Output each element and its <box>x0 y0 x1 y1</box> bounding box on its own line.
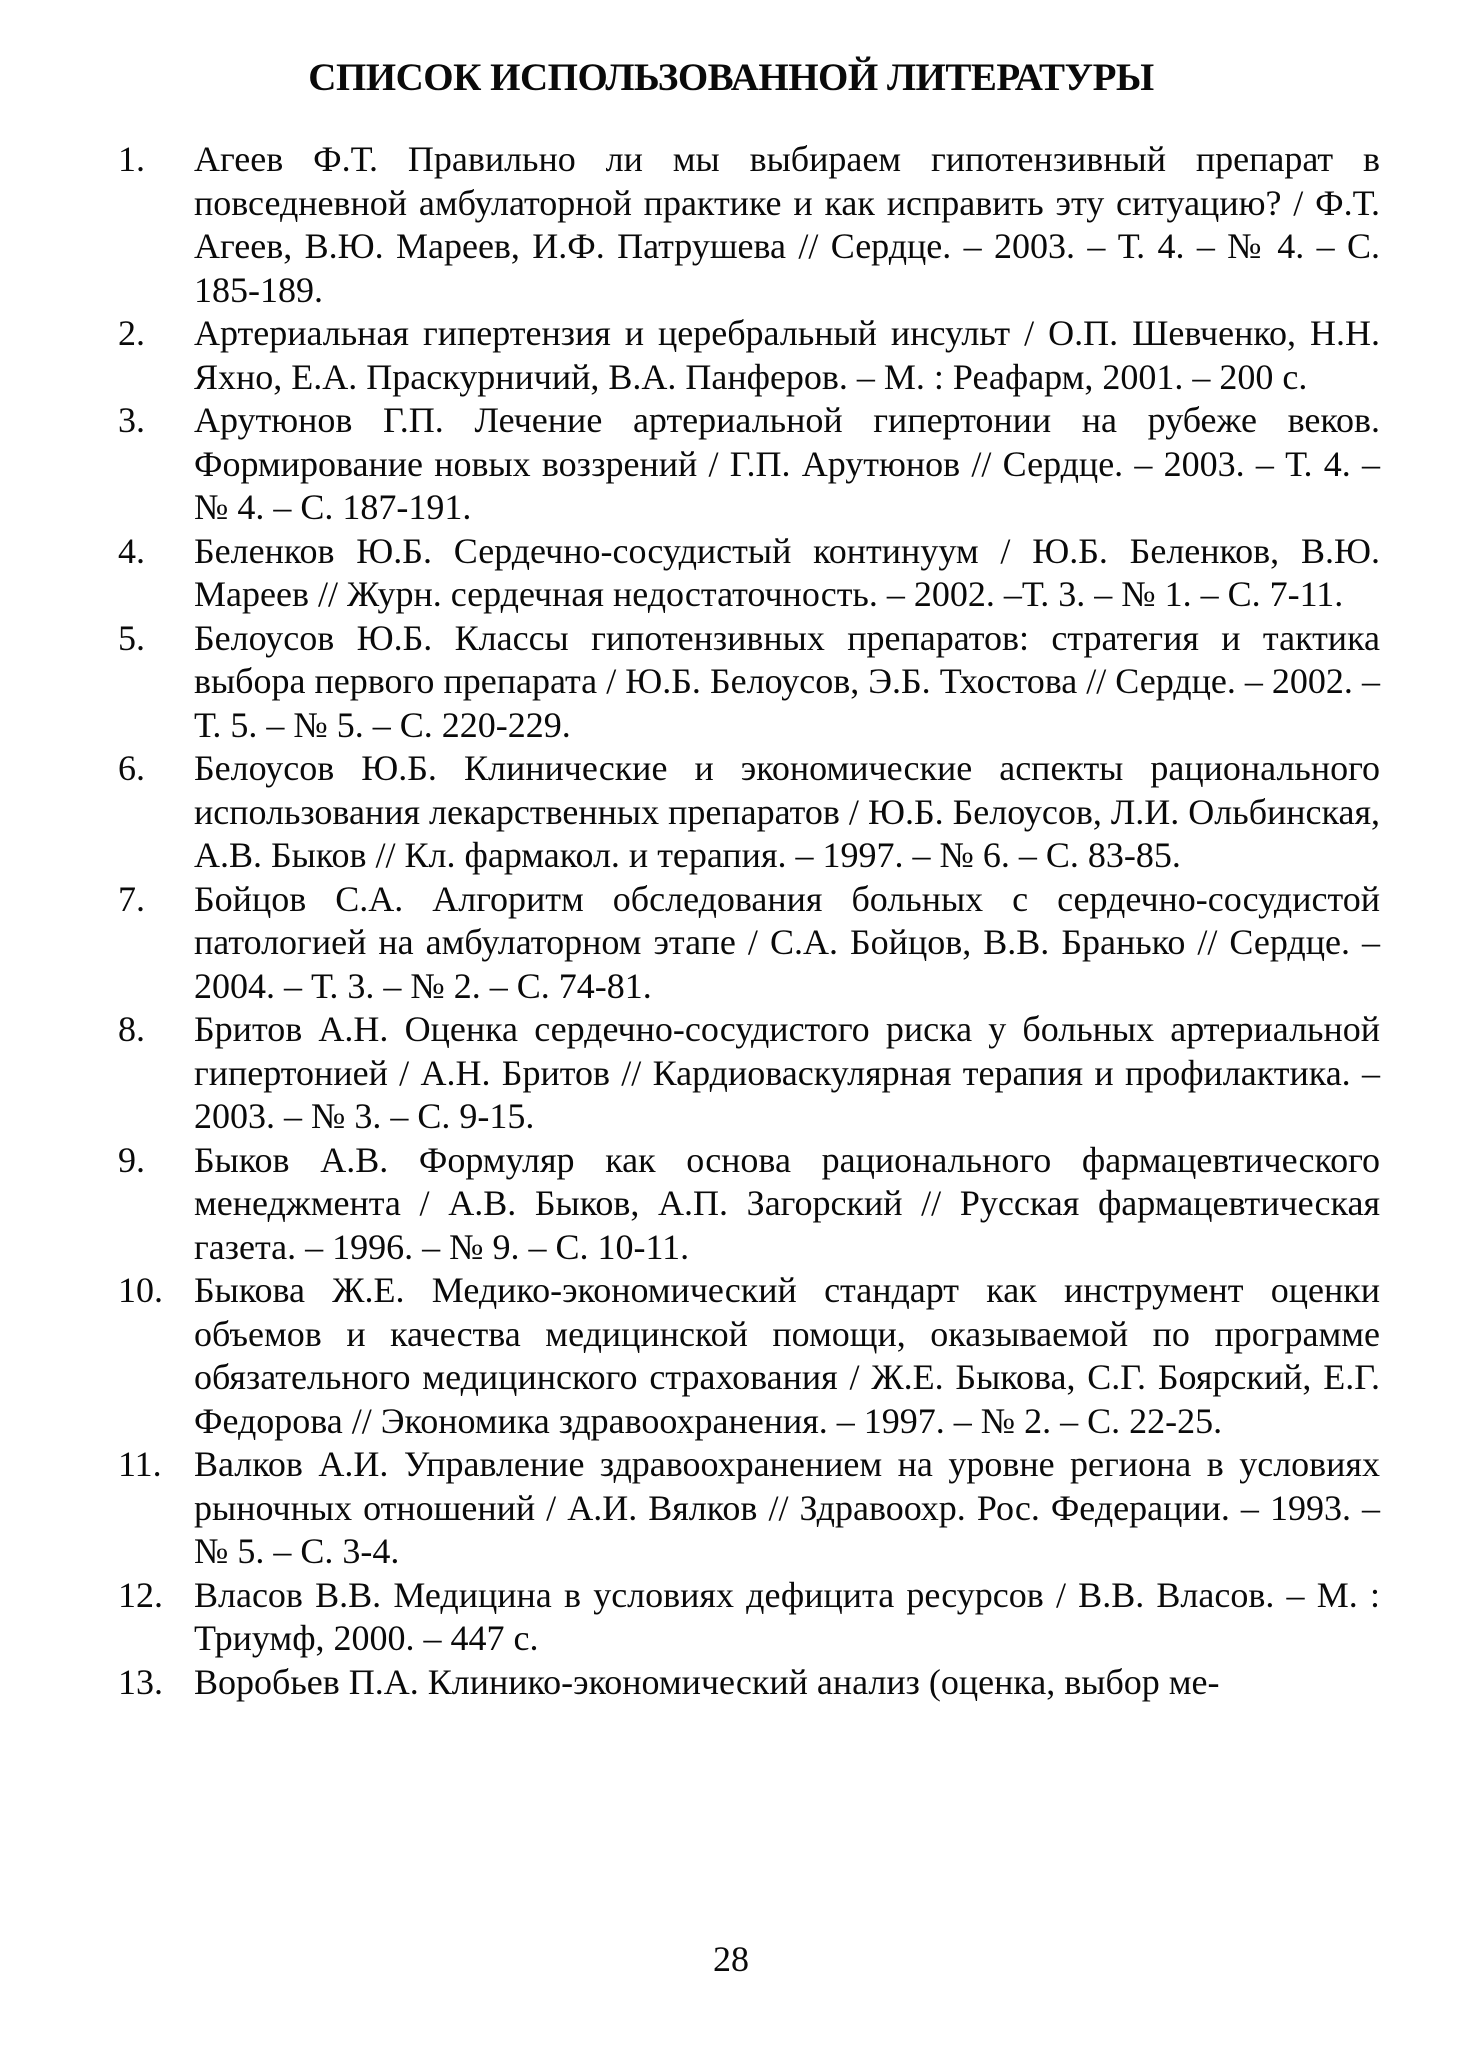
reference-item <box>118 399 1380 530</box>
reference-number: 11. <box>118 1444 162 1484</box>
reference-item <box>118 747 1380 878</box>
reference-number: 5. <box>118 617 145 658</box>
reference-item <box>118 312 1380 399</box>
reference-item <box>118 1139 1380 1270</box>
reference-item <box>118 1269 1380 1443</box>
reference-text: Бойцов С.А. Алгоритм обследования больных с сердечно-сосудистой патологией на амбулаторном этапе / С.А. Бойцов, В.В. Бранько // Сердце. – 2004. – Т. 3. – № 2. – С. 74-81. <box>194 878 1380 1006</box>
reference-item <box>118 1008 1380 1139</box>
reference-item <box>118 138 1380 312</box>
reference-number: 12. <box>118 1574 163 1615</box>
reference-text: Арутюнов Г.П. Лечение артериальной гипертонии на рубеже веков. Формирование новых воззрений / Г.П. Арутюнов // Сердце. – 2003. – Т. 4. – № 4. – С. 187-191. <box>194 400 1380 527</box>
reference-item <box>118 617 1380 748</box>
reference-text: Белоусов Ю.Б. Классы гипотензивных препаратов: стратегия и тактика выбора первого препарата / Ю.Б. Белоусов, Э.Б. Тхостова // Сердце. – 2002. – Т. 5. – № 5. – С. 220-229. <box>194 617 1380 745</box>
reference-number: 4. <box>118 530 145 571</box>
reference-text: Воробьев П.А. Клинико-экономический анализ (оценка, выбор ме- <box>194 1661 1220 1702</box>
reference-text: Бритов А.Н. Оценка сердечно-сосудистого риска у больных артериальной гипертонией / А.Н. Бритов // Кардиоваскулярная терапия и профилактика. – 2003. – № 3. – С. 9-15. <box>194 1009 1380 1136</box>
reference-number: 6. <box>118 748 145 788</box>
reference-text: Быкова Ж.Е. Медико-экономический стандарт как инструмент оценки объемов и качества медицинской помощи, оказываемой по программе обязательного медицинского страхования / Ж.Е. Быкова, С.Г. Боярский, Е.Г. Федорова // Экономика здравоохранения. – 1997. – № 2. – С. 22-25. <box>194 1270 1380 1441</box>
reference-item <box>118 1443 1380 1574</box>
reference-number: 3. <box>118 400 145 440</box>
reference-text: Агеев Ф.Т. Правильно ли мы выбираем гипотензивный препарат в повседневной амбулаторной практике и как исправить эту ситуацию? / Ф.Т. Агеев, В.Ю. Мареев, И.Ф. Патрушева // Сердце. – 2003. – Т. 4. – № 4. – С. 185-189. <box>194 139 1380 310</box>
page-number: 28 <box>713 1939 749 1979</box>
reference-text: Беленков Ю.Б. Сердечно-сосудистый континуум / Ю.Б. Беленков, В.Ю. Мареев // Журн. сердечная недостаточность. – 2002. –Т. 3. – № 1. – С. 7-11. <box>194 530 1380 614</box>
reference-text: Артериальная гипертензия и церебральный инсульт / О.П. Шевченко, Н.Н. Яхно, Е.А. Праскурничий, В.А. Панферов. – М. : Реафарм, 2001. – 200 с. <box>194 313 1380 397</box>
reference-number: 1. <box>118 139 145 179</box>
reference-text: Власов В.В. Медицина в условиях дефицита ресурсов / В.В. Власов. – М. : Триумф, 2000. – 447 с. <box>194 1574 1380 1658</box>
reference-item <box>118 1661 1380 1705</box>
reference-number: 13. <box>118 1661 163 1702</box>
reference-number: 9. <box>118 1139 145 1180</box>
reference-number: 10. <box>118 1270 163 1310</box>
reference-item <box>118 530 1380 617</box>
reference-item <box>118 1574 1380 1661</box>
reference-number: 7. <box>118 878 145 919</box>
reference-number: 2. <box>118 313 145 353</box>
reference-list <box>118 138 1380 1704</box>
reference-text: Белоусов Ю.Б. Клинические и экономические аспекты рационального использования лекарственных препаратов / Ю.Б. Белоусов, Л.И. Ольбинская, А.В. Быков // Кл. фармакол. и терапия. – 1997. – № 6. – С. 83-85. <box>194 748 1380 875</box>
reference-number: 8. <box>118 1009 145 1049</box>
reference-item <box>118 878 1380 1009</box>
reference-text: Быков А.В. Формуляр как основа рационального фармацевтического менеджмента / А.В. Быков, А.П. Загорский // Русская фармацевтическая газета. – 1996. – № 9. – С. 10-11. <box>194 1139 1380 1267</box>
page-title: СПИСОК ИСПОЛЬЗОВАННОЙ ЛИТЕРАТУРЫ <box>308 56 1154 99</box>
reference-text: Валков А.И. Управление здравоохранением на уровне региона в условиях рыночных отношений / А.И. Вялков // Здравоохр. Рос. Федерации. – 1993. – № 5. – С. 3-4. <box>194 1444 1380 1571</box>
